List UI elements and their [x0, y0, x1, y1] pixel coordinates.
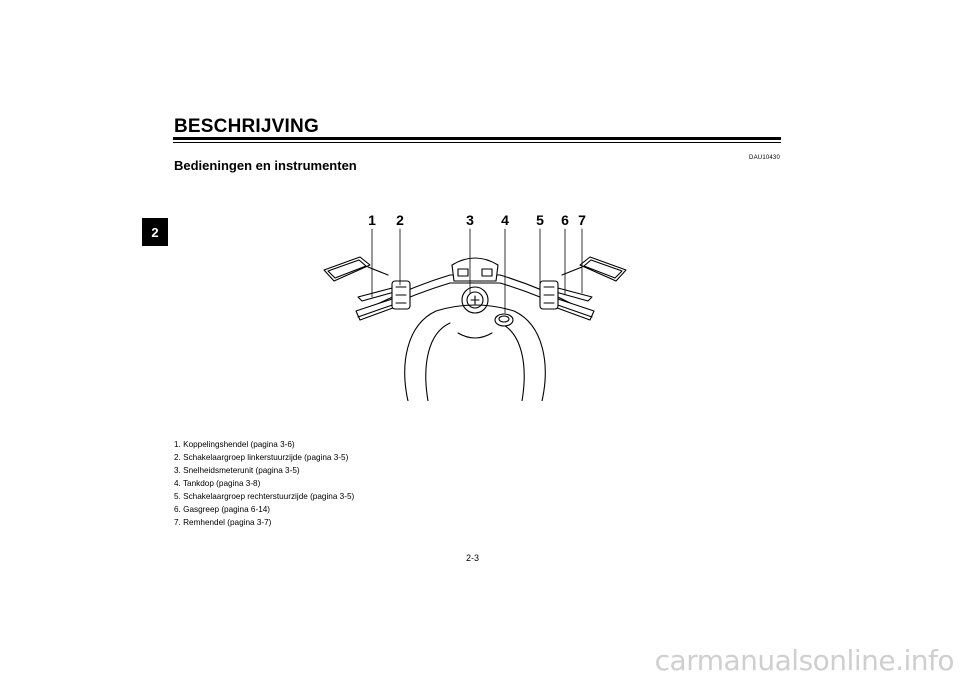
- document-code: DAU10430: [749, 155, 780, 161]
- legend-list: [174, 438, 354, 529]
- callout-6: 6: [561, 212, 569, 228]
- chapter-tab: 2: [142, 218, 168, 246]
- left-switch-gear: [392, 281, 410, 309]
- legend-item: 5. Schakelaargroep rechterstuurzijde (pagina 3-5): [174, 492, 355, 501]
- title-rule-thick: [173, 137, 781, 140]
- right-switch-gear: [540, 281, 558, 309]
- title-rule-thin: [173, 142, 781, 143]
- right-mirror: [562, 257, 626, 281]
- fuel-tank: [405, 305, 545, 401]
- legend-item: 4. Tankdop (pagina 3-8): [174, 479, 261, 488]
- callout-5: 5: [536, 212, 544, 228]
- section-subtitle: Bedieningen en instrumenten: [174, 158, 357, 173]
- page-number: 2-3: [466, 553, 480, 563]
- legend-item: 3. Snelheidsmeterunit (pagina 3-5): [174, 466, 300, 475]
- legend-item: 2. Schakelaargroep linkerstuurzijde (pagina 3-5): [174, 453, 349, 462]
- legend-item: 1. Koppelingshendel (pagina 3-6): [174, 440, 295, 449]
- section-title: BESCHRIJVING: [174, 116, 319, 137]
- left-mirror: [324, 257, 388, 281]
- legend-item: 7. Remhendel (pagina 3-7): [174, 518, 272, 527]
- callout-7: 7: [578, 212, 586, 228]
- watermark: carmanualsonline.info: [654, 644, 954, 677]
- handlebar-illustration: [310, 205, 640, 401]
- fuel-tank-cap: [495, 314, 513, 326]
- callout-4: 4: [501, 212, 509, 228]
- callout-2: 2: [396, 212, 404, 228]
- callout-1: 1: [368, 212, 376, 228]
- legend-item: 6. Gasgreep (pagina 6-14): [174, 505, 271, 514]
- callout-3: 3: [466, 212, 474, 228]
